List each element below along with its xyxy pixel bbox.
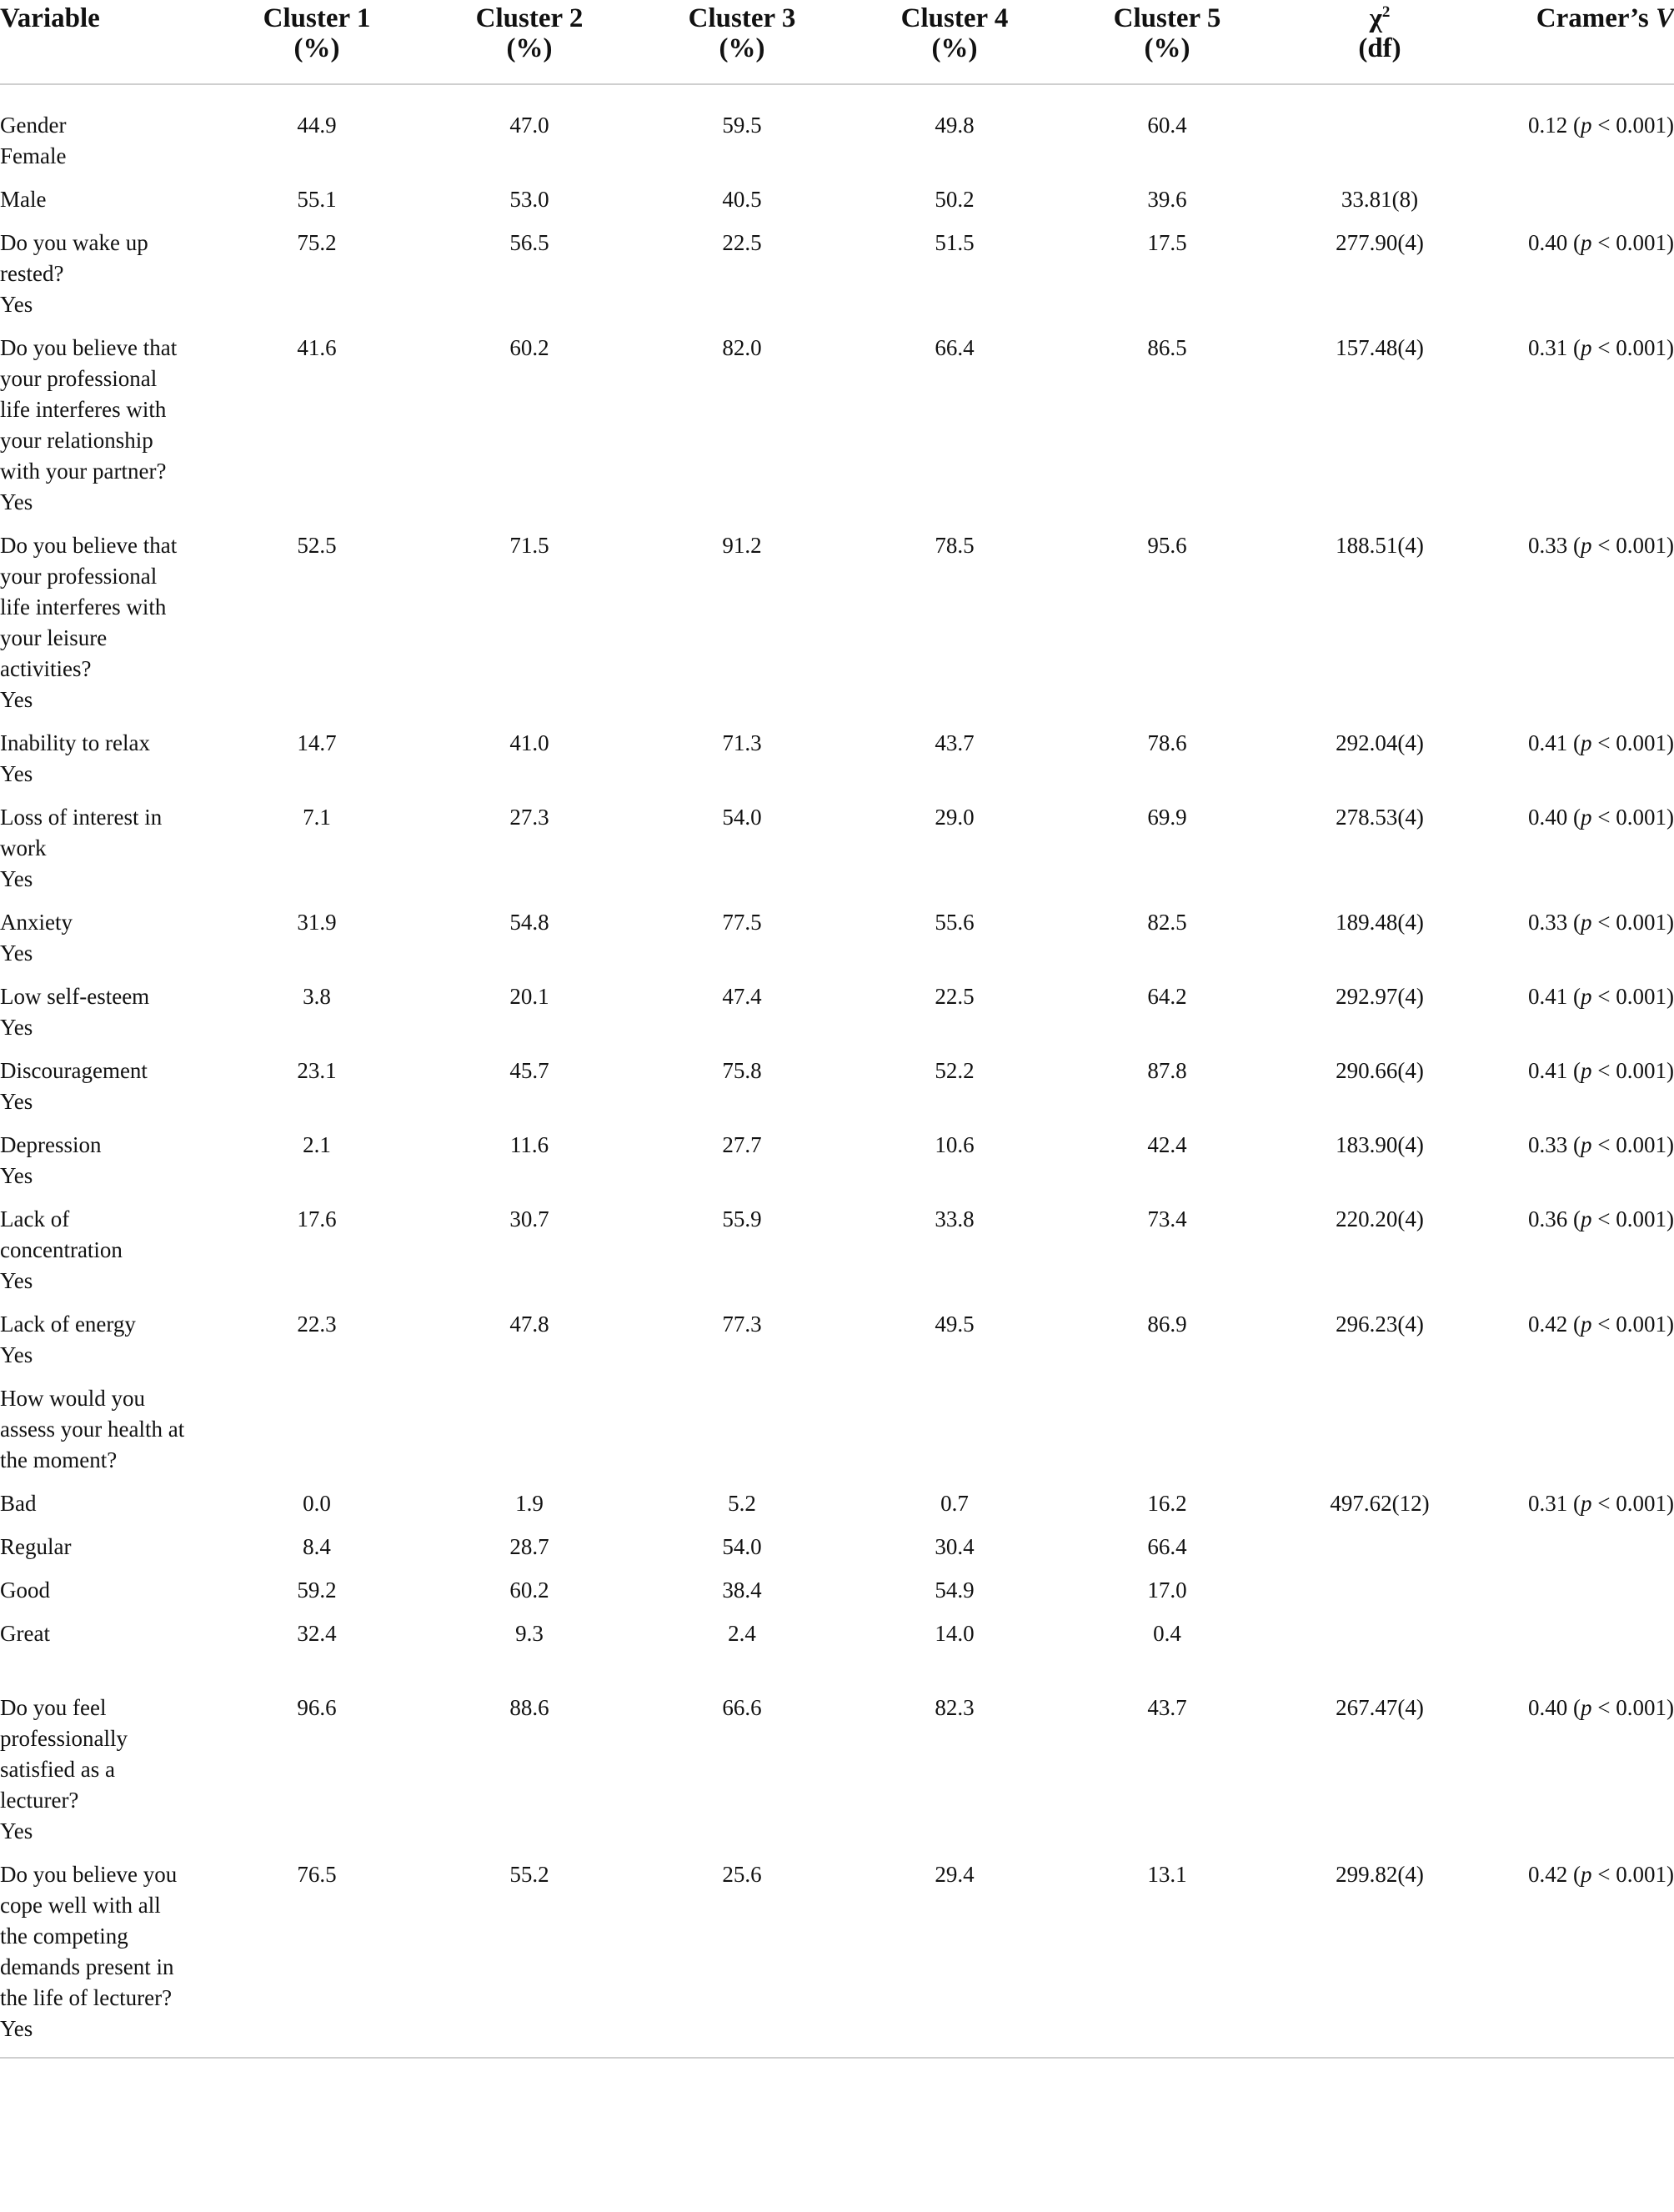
row-sublabel: Yes bbox=[0, 940, 33, 966]
row-label bbox=[0, 1488, 192, 1532]
cell-cluster-3: 82.0 bbox=[722, 335, 762, 360]
row-label bbox=[0, 84, 192, 184]
cell-cramers-v: 0.42 (p < 0.001) bbox=[1528, 1312, 1674, 1337]
header-cluster-5: Cluster 5 (%) bbox=[1042, 0, 1292, 84]
cell-cramers-v: 0.40 (p < 0.001) bbox=[1528, 1695, 1674, 1720]
cell-cluster-2: 60.2 bbox=[509, 335, 549, 360]
cell-cluster-4: 33.8 bbox=[935, 1206, 975, 1231]
cell-cramers-v: 0.41 (p < 0.001) bbox=[1528, 984, 1674, 1009]
cell-cluster-3: 75.8 bbox=[722, 1058, 762, 1083]
cell-cluster-1: 0.0 bbox=[303, 1491, 331, 1516]
row-sublabel: Yes bbox=[0, 1163, 33, 1188]
cell-cluster-4: 0.7 bbox=[940, 1491, 969, 1516]
cell-cluster-4: 66.4 bbox=[935, 335, 975, 360]
cell-cluster-5: 64.2 bbox=[1147, 984, 1187, 1009]
cell-cluster-2: 47.8 bbox=[509, 1312, 549, 1337]
cell-cluster-1: 76.5 bbox=[297, 1862, 337, 1887]
table-row bbox=[0, 728, 1674, 802]
cell-cluster-4: 49.8 bbox=[935, 113, 975, 138]
cell-chi-square: 292.97(4) bbox=[1336, 984, 1424, 1009]
cell-chi-square: 267.47(4) bbox=[1336, 1695, 1424, 1720]
table-row bbox=[0, 981, 1674, 1056]
cell-cluster-4: 49.5 bbox=[935, 1312, 975, 1337]
header-cramers-v: Cramer’s V bbox=[1467, 0, 1674, 84]
row-label bbox=[0, 1056, 192, 1130]
cell-cluster-3: 2.4 bbox=[728, 1621, 756, 1646]
cell-cluster-1: 75.2 bbox=[297, 230, 337, 255]
cell-cramers-v: 0.33 (p < 0.001) bbox=[1528, 910, 1674, 935]
row-sublabel: Yes bbox=[0, 866, 33, 891]
cell-cluster-4: 51.5 bbox=[935, 230, 975, 255]
cell-cramers-v bbox=[1467, 1618, 1674, 1662]
cell-cluster-1: 22.3 bbox=[297, 1312, 337, 1337]
cell-cluster-1 bbox=[192, 1383, 442, 1488]
cell-cramers-v: 0.33 (p < 0.001) bbox=[1528, 1132, 1674, 1157]
table-row bbox=[0, 184, 1674, 228]
cell-chi-square: 290.66(4) bbox=[1336, 1058, 1424, 1083]
cell-chi-square: 33.81(8) bbox=[1341, 187, 1419, 212]
cell-chi-square bbox=[1292, 1575, 1467, 1618]
row-label bbox=[0, 1693, 192, 1859]
cell-cluster-1: 8.4 bbox=[303, 1534, 331, 1559]
cell-cluster-2: 11.6 bbox=[509, 1132, 549, 1157]
cell-chi-square: 188.51(4) bbox=[1336, 533, 1424, 558]
header-cluster-1: Cluster 1 (%) bbox=[192, 0, 442, 84]
cell-chi-square: 278.53(4) bbox=[1336, 805, 1424, 830]
row-label bbox=[0, 1130, 192, 1204]
row-label-text: Do you believe that your professional life interferes with your relationship with your partner? bbox=[0, 335, 178, 484]
cell-cluster-3: 54.0 bbox=[722, 1534, 762, 1559]
cell-cluster-5: 17.5 bbox=[1147, 230, 1187, 255]
cell-cluster-3: 38.4 bbox=[722, 1577, 762, 1603]
cell-cluster-2: 28.7 bbox=[509, 1534, 549, 1559]
cell-cramers-v: 0.31 (p < 0.001) bbox=[1528, 1491, 1674, 1516]
cell-cluster-4: 30.4 bbox=[935, 1534, 975, 1559]
cell-cluster-5: 87.8 bbox=[1147, 1058, 1187, 1083]
row-label bbox=[0, 1859, 192, 2058]
cell-chi-square: 157.48(4) bbox=[1336, 335, 1424, 360]
cell-cramers-v bbox=[1467, 1383, 1674, 1488]
cell-cluster-5: 69.9 bbox=[1147, 805, 1187, 830]
row-label-text: Male bbox=[0, 187, 47, 212]
cell-cluster-5: 17.0 bbox=[1147, 1577, 1187, 1603]
cell-cluster-1: 41.6 bbox=[297, 335, 337, 360]
table-row bbox=[0, 333, 1674, 530]
cell-cluster-1: 59.2 bbox=[297, 1577, 337, 1603]
table-row bbox=[0, 1056, 1674, 1130]
cell-cramers-v: 0.41 (p < 0.001) bbox=[1528, 1058, 1674, 1083]
cell-cluster-3: 47.4 bbox=[722, 984, 762, 1009]
cell-cluster-5: 78.6 bbox=[1147, 730, 1187, 755]
cell-cluster-1: 23.1 bbox=[297, 1058, 337, 1083]
row-label bbox=[0, 530, 192, 728]
row-sublabel: Yes bbox=[0, 1268, 33, 1293]
cell-chi-square: 183.90(4) bbox=[1336, 1132, 1424, 1157]
header-cluster-3: Cluster 3 (%) bbox=[617, 0, 867, 84]
cell-cramers-v: 0.42 (p < 0.001) bbox=[1528, 1862, 1674, 1887]
table-row bbox=[0, 1693, 1674, 1859]
cell-cluster-5: 66.4 bbox=[1147, 1534, 1187, 1559]
cell-cluster-4: 54.9 bbox=[935, 1577, 975, 1603]
row-label-text: Do you believe that your professional life interferes with your leisure activities? bbox=[0, 533, 178, 681]
cell-cluster-3: 5.2 bbox=[728, 1491, 756, 1516]
row-label-text: Lack of concentration bbox=[0, 1206, 123, 1262]
cell-cluster-4: 14.0 bbox=[935, 1621, 975, 1646]
cell-cluster-2: 20.1 bbox=[509, 984, 549, 1009]
table-row bbox=[0, 1130, 1674, 1204]
row-sublabel: Yes bbox=[0, 1342, 33, 1367]
cell-chi-square: 296.23(4) bbox=[1336, 1312, 1424, 1337]
cell-cluster-2: 30.7 bbox=[509, 1206, 549, 1231]
row-label-text: Low self-esteem bbox=[0, 984, 150, 1009]
cell-cluster-2: 41.0 bbox=[509, 730, 549, 755]
cell-cluster-4: 50.2 bbox=[935, 187, 975, 212]
row-label-text: Loss of interest in work bbox=[0, 805, 163, 860]
cell-cramers-v: 0.31 (p < 0.001) bbox=[1528, 335, 1674, 360]
cell-chi-square bbox=[1292, 1618, 1467, 1662]
cell-cluster-5: 0.4 bbox=[1153, 1621, 1181, 1646]
cell-cramers-v: 0.41 (p < 0.001) bbox=[1528, 730, 1674, 755]
row-label-text: Discouragement bbox=[0, 1058, 148, 1083]
cell-cramers-v bbox=[1467, 1532, 1674, 1575]
row-label bbox=[0, 1204, 192, 1309]
cell-cluster-3: 66.6 bbox=[722, 1695, 762, 1720]
cell-cluster-1: 31.9 bbox=[297, 910, 337, 935]
table-row bbox=[0, 1309, 1674, 1383]
cell-cluster-2: 71.5 bbox=[509, 533, 549, 558]
cell-cluster-1: 14.7 bbox=[297, 730, 337, 755]
table-row bbox=[0, 1204, 1674, 1309]
cell-cramers-v: 0.40 (p < 0.001) bbox=[1528, 230, 1674, 255]
header-row bbox=[0, 0, 1674, 84]
cell-cluster-3: 40.5 bbox=[722, 187, 762, 212]
cell-cluster-2: 27.3 bbox=[509, 805, 549, 830]
cell-cluster-5: 60.4 bbox=[1147, 113, 1187, 138]
cell-cluster-4: 10.6 bbox=[935, 1132, 975, 1157]
cell-cluster-5: 43.7 bbox=[1147, 1695, 1187, 1720]
cell-cluster-4 bbox=[867, 1383, 1042, 1488]
cell-cramers-v bbox=[1467, 1575, 1674, 1618]
table-row bbox=[0, 907, 1674, 981]
cell-cluster-4: 52.2 bbox=[935, 1058, 975, 1083]
cell-cluster-1: 3.8 bbox=[303, 984, 331, 1009]
cell-cluster-4: 29.0 bbox=[935, 805, 975, 830]
cell-cluster-3: 77.3 bbox=[722, 1312, 762, 1337]
row-label bbox=[0, 1383, 192, 1488]
cell-cluster-4: 29.4 bbox=[935, 1862, 975, 1887]
row-label-text: How would you assess your health at the moment? bbox=[0, 1386, 185, 1472]
cell-cluster-2: 60.2 bbox=[509, 1577, 549, 1603]
table-row bbox=[0, 1532, 1674, 1575]
cell-cluster-5: 86.5 bbox=[1147, 335, 1187, 360]
cell-cluster-2 bbox=[442, 1383, 617, 1488]
cell-chi-square bbox=[1292, 84, 1467, 184]
cell-cramers-v: 0.40 (p < 0.001) bbox=[1528, 805, 1674, 830]
row-label-text: Lack of energy bbox=[0, 1312, 136, 1337]
row-sublabel: Yes bbox=[0, 489, 33, 514]
cell-cluster-2: 88.6 bbox=[509, 1695, 549, 1720]
cell-cluster-1: 55.1 bbox=[297, 187, 337, 212]
cell-cluster-3: 77.5 bbox=[722, 910, 762, 935]
cell-chi-square: 292.04(4) bbox=[1336, 730, 1424, 755]
cell-cluster-3: 22.5 bbox=[722, 230, 762, 255]
cell-cluster-3: 59.5 bbox=[722, 113, 762, 138]
row-label bbox=[0, 728, 192, 802]
cell-cramers-v: 0.36 (p < 0.001) bbox=[1528, 1206, 1674, 1231]
row-label bbox=[0, 1309, 192, 1383]
row-sublabel: Female bbox=[0, 143, 67, 168]
row-label bbox=[0, 1618, 192, 1662]
table-row bbox=[0, 1383, 1674, 1488]
row-label bbox=[0, 1532, 192, 1575]
cell-cluster-1: 32.4 bbox=[297, 1621, 337, 1646]
row-label bbox=[0, 1575, 192, 1618]
row-label-text: Regular bbox=[0, 1534, 72, 1559]
row-label bbox=[0, 802, 192, 907]
row-label-text: Do you believe you cope well with all the competing demands present in the life of lecturer? bbox=[0, 1862, 178, 2010]
header-cluster-4: Cluster 4 (%) bbox=[867, 0, 1042, 84]
cell-chi-square: 497.62(12) bbox=[1330, 1491, 1430, 1516]
row-sublabel: Yes bbox=[0, 1015, 33, 1040]
cell-cluster-4: 55.6 bbox=[935, 910, 975, 935]
cell-chi-square: 220.20(4) bbox=[1336, 1206, 1424, 1231]
cell-cluster-1: 17.6 bbox=[297, 1206, 337, 1231]
cell-cluster-4: 22.5 bbox=[935, 984, 975, 1009]
cell-cluster-2: 45.7 bbox=[509, 1058, 549, 1083]
cell-cluster-1: 52.5 bbox=[297, 533, 337, 558]
cell-chi-square bbox=[1292, 1532, 1467, 1575]
cell-cramers-v: 0.33 (p < 0.001) bbox=[1528, 533, 1674, 558]
spacer-row bbox=[0, 1662, 1674, 1693]
cell-chi-square bbox=[1292, 1383, 1467, 1488]
cell-cluster-5: 42.4 bbox=[1147, 1132, 1187, 1157]
bottom-rule bbox=[0, 2058, 1674, 2075]
cell-cluster-2: 56.5 bbox=[509, 230, 549, 255]
row-label bbox=[0, 228, 192, 333]
row-label-text: Gender bbox=[0, 113, 67, 138]
header-chi-square: $\chi^2$ (df) bbox=[1292, 0, 1467, 84]
cell-cluster-3: 27.7 bbox=[722, 1132, 762, 1157]
cell-cluster-5: 73.4 bbox=[1147, 1206, 1187, 1231]
row-label-text: Do you wake up rested? bbox=[0, 230, 148, 286]
table-body bbox=[0, 84, 1674, 2058]
row-label bbox=[0, 981, 192, 1056]
row-sublabel: Yes bbox=[0, 292, 33, 317]
cell-cluster-2: 9.3 bbox=[515, 1621, 544, 1646]
table-row bbox=[0, 84, 1674, 184]
cell-cluster-5: 86.9 bbox=[1147, 1312, 1187, 1337]
row-label-text: Do you feel professionally satisfied as a lecturer? bbox=[0, 1695, 128, 1813]
table-row bbox=[0, 1618, 1674, 1662]
cell-cluster-5: 95.6 bbox=[1147, 533, 1187, 558]
row-label bbox=[0, 907, 192, 981]
cell-cluster-2: 55.2 bbox=[509, 1862, 549, 1887]
cell-cluster-2: 53.0 bbox=[509, 187, 549, 212]
row-sublabel: Yes bbox=[0, 1818, 33, 1843]
cell-cluster-3: 91.2 bbox=[722, 533, 762, 558]
cell-chi-square: 189.48(4) bbox=[1336, 910, 1424, 935]
row-label-text: Bad bbox=[0, 1491, 37, 1516]
row-label-text: Depression bbox=[0, 1132, 102, 1157]
row-label-text: Great bbox=[0, 1621, 50, 1646]
row-label bbox=[0, 333, 192, 530]
cell-cluster-5: 16.2 bbox=[1147, 1491, 1187, 1516]
row-sublabel: Yes bbox=[0, 1089, 33, 1114]
cell-cluster-4: 78.5 bbox=[935, 533, 975, 558]
cell-cluster-4: 43.7 bbox=[935, 730, 975, 755]
table-row bbox=[0, 802, 1674, 907]
cell-cluster-3 bbox=[617, 1383, 867, 1488]
row-label-text: Good bbox=[0, 1577, 50, 1603]
cell-cluster-1: 44.9 bbox=[297, 113, 337, 138]
cell-chi-square: 299.82(4) bbox=[1336, 1862, 1424, 1887]
cell-cluster-5: 13.1 bbox=[1147, 1862, 1187, 1887]
cell-cluster-3: 71.3 bbox=[722, 730, 762, 755]
cell-cluster-5: 39.6 bbox=[1147, 187, 1187, 212]
cell-cluster-2: 1.9 bbox=[515, 1491, 544, 1516]
cell-cluster-1: 2.1 bbox=[303, 1132, 331, 1157]
cell-cluster-3: 54.0 bbox=[722, 805, 762, 830]
cell-cluster-5: 82.5 bbox=[1147, 910, 1187, 935]
row-sublabel: Yes bbox=[0, 761, 33, 786]
row-label-text: Anxiety bbox=[0, 910, 73, 935]
cell-cluster-1: 7.1 bbox=[303, 805, 331, 830]
table-row bbox=[0, 1575, 1674, 1618]
cell-cramers-v bbox=[1467, 184, 1674, 228]
row-label-text: Inability to relax bbox=[0, 730, 150, 755]
cell-cluster-4: 82.3 bbox=[935, 1695, 975, 1720]
cell-cluster-2: 47.0 bbox=[509, 113, 549, 138]
table-row bbox=[0, 1859, 1674, 2058]
header-cluster-2: Cluster 2 (%) bbox=[442, 0, 617, 84]
table-row bbox=[0, 228, 1674, 333]
cell-cluster-5 bbox=[1042, 1383, 1292, 1488]
table-row bbox=[0, 1488, 1674, 1532]
cell-cluster-3: 55.9 bbox=[722, 1206, 762, 1231]
header-variable: Variable bbox=[0, 0, 192, 84]
row-label bbox=[0, 184, 192, 228]
cell-cramers-v: 0.12 (p < 0.001) bbox=[1528, 113, 1674, 138]
table-row bbox=[0, 530, 1674, 728]
row-sublabel: Yes bbox=[0, 687, 33, 712]
cell-cluster-3: 25.6 bbox=[722, 1862, 762, 1887]
cell-cluster-1: 96.6 bbox=[297, 1695, 337, 1720]
cell-cluster-2: 54.8 bbox=[509, 910, 549, 935]
cell-chi-square: 277.90(4) bbox=[1336, 230, 1424, 255]
row-sublabel: Yes bbox=[0, 2016, 33, 2041]
